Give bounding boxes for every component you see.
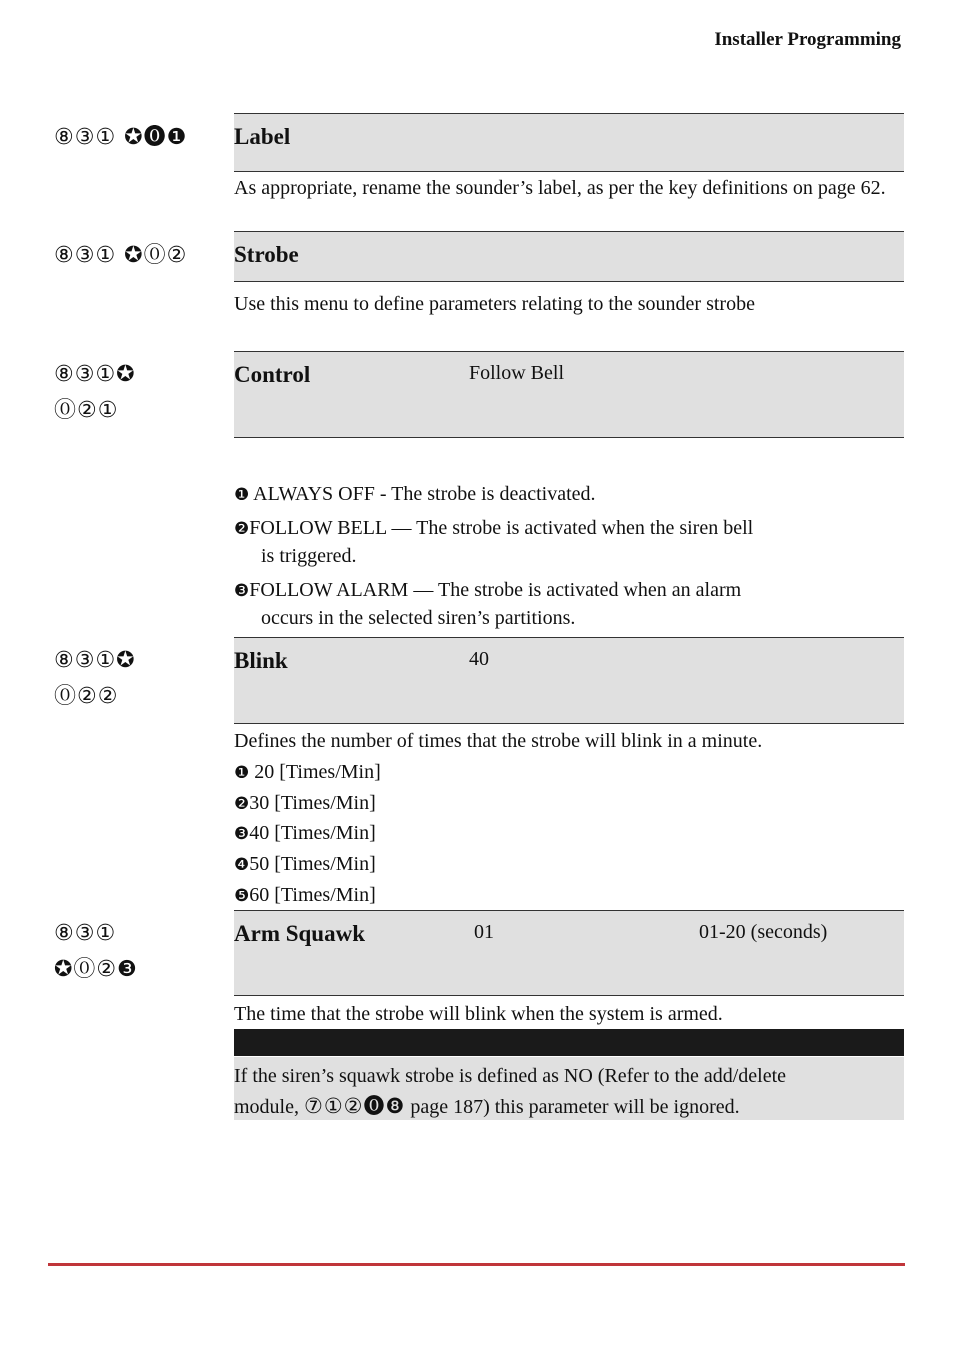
control-option-3 (234, 576, 741, 605)
arm-squawk-description: The time that the strobe will blink when the system is armed. (234, 1003, 723, 1025)
blink-option-2 (234, 789, 376, 818)
note-line-2-prefix: module, (234, 1096, 304, 1118)
footer-rule (48, 1263, 905, 1266)
control-option-3-text: FOLLOW ALARM — The strobe is activated when an alarm (249, 579, 742, 601)
control-option-1-text: ALWAYS OFF - The strobe is deactivated. (249, 483, 596, 505)
blink-key-sequence-line2: ⓪②② (54, 684, 119, 709)
bullet-4-icon: ❹ (234, 855, 250, 875)
blink-default-value: 40 (469, 648, 489, 670)
blink-key-sequence-line1: ⑧③①✪ (54, 648, 136, 673)
control-option-2-continuation: is triggered. (261, 545, 357, 567)
blink-option-1-text: 20 [Times/Min] (249, 761, 381, 783)
blink-option-3 (234, 819, 376, 848)
blink-option-4 (234, 850, 376, 879)
blink-option-2-text: 30 [Times/Min] (249, 792, 376, 814)
bullet-1-icon: ❶ (234, 485, 250, 505)
control-key-sequence-line2: ⓪②① (54, 398, 119, 423)
arm-squawk-range: 01-20 (seconds) (699, 921, 828, 943)
bullet-2-icon: ❷ (234, 794, 250, 814)
control-option-3-continuation: occurs in the selected siren’s partitions. (261, 607, 576, 629)
note-key-sequence: ⑦①②⓿❽ (304, 1094, 406, 1118)
arm-squawk-key-sequence-line2: ✪⓪②❸ (54, 957, 138, 982)
note-line-2-suffix: page 187) this parameter will be ignored. (405, 1096, 740, 1118)
blink-band (234, 637, 904, 724)
bullet-2-icon: ❷ (234, 519, 250, 539)
bullet-1-icon: ❶ (234, 763, 250, 783)
blink-option-5 (234, 881, 376, 910)
label-band (234, 113, 904, 172)
blink-description: Defines the number of times that the strobe will blink in a minute. (234, 730, 763, 752)
note-line-2 (234, 1092, 904, 1121)
strobe-title: Strobe (234, 242, 299, 267)
control-band (234, 351, 904, 438)
bullet-5-icon: ❺ (234, 886, 250, 906)
bullet-3-icon: ❸ (234, 824, 250, 844)
blink-option-1 (234, 758, 381, 787)
label-key-sequence: ⑧③① ✪⓿❶ (54, 125, 188, 150)
arm-squawk-key-sequence-line1: ⑧③① (54, 921, 117, 946)
label-description: As appropriate, rename the sounder’s label, as per the key definitions on page 62. (234, 177, 886, 199)
control-key-sequence-line1: ⑧③①✪ (54, 362, 136, 387)
strobe-band (234, 231, 904, 282)
control-option-1 (234, 480, 596, 509)
blink-option-3-text: 40 [Times/Min] (249, 822, 376, 844)
label-title: Label (234, 124, 291, 149)
control-option-2-text: FOLLOW BELL — The strobe is activated when the siren bell (249, 517, 754, 539)
page-header-title: Installer Programming (714, 29, 901, 50)
control-default-value: Follow Bell (469, 362, 565, 384)
blink-title: Blink (234, 648, 288, 673)
note-line-1: If the siren’s squawk strobe is defined as NO (Refer to the add/delete (234, 1065, 787, 1087)
arm-squawk-band (234, 910, 904, 996)
strobe-key-sequence: ⑧③① ✪⓪② (54, 243, 188, 268)
strobe-description: Use this menu to define parameters relating to the sounder strobe (234, 293, 755, 315)
blink-option-5-text: 60 [Times/Min] (249, 884, 376, 906)
arm-squawk-title: Arm Squawk (234, 921, 366, 946)
control-title: Control (234, 362, 311, 387)
arm-squawk-default-value: 01 (474, 921, 494, 943)
note-header-bar (234, 1029, 904, 1056)
blink-option-4-text: 50 [Times/Min] (249, 853, 376, 875)
bullet-3-icon: ❸ (234, 581, 250, 601)
control-option-2 (234, 514, 753, 543)
